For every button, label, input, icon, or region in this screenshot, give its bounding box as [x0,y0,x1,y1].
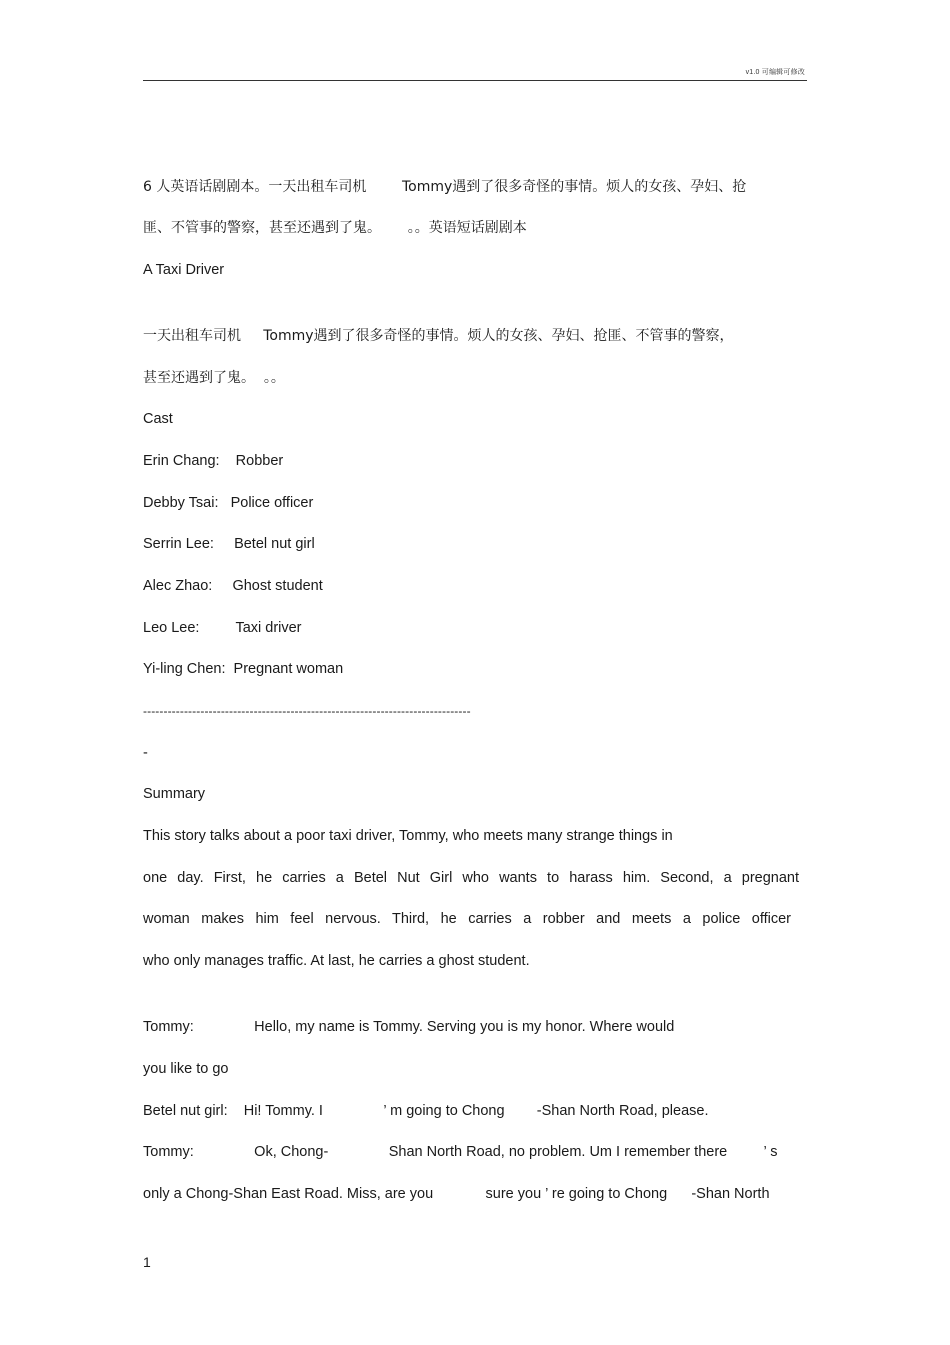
intro-line-2: 匪、不管事的警察，甚至还遇到了鬼。 。。英语短话剧剧本 [143,220,527,236]
dialogue-line: only a Chong-Shan East Road. Miss, are you sure you ’ re going to Chong -Shan North [143,1186,770,1202]
cast-member: Alec Zhao: Ghost student [143,578,323,594]
cast-member: Leo Lee: Taxi driver [143,620,302,636]
dialogue-line: Tommy: Hello, my name is Tommy. Serving you is my honor. Where would [143,1019,675,1035]
summary-line: one day. First, he carries a Betel Nut Girl who wants to harass him. Second, a pregnant [143,870,799,886]
play-title: A Taxi Driver [143,262,225,278]
cast-member: Debby Tsai: Police officer [143,495,314,511]
cast-member: Serrin Lee: Betel nut girl [143,536,315,552]
page-number: 1 [143,1254,151,1270]
intro-line-4: 甚至还遇到了鬼。 。。 [143,370,285,386]
summary-line: This story talks about a poor taxi driver, Tommy, who meets many strange things in [143,828,673,844]
cast-member: Erin Chang: Robber [143,453,284,469]
header-rule [143,80,807,81]
summary-line: woman makes him feel nervous. Third, he carries a robber and meets a police officer [143,911,791,927]
cast-member: Yi-ling Chen: Pregnant woman [143,661,344,677]
summary-heading: Summary [143,786,206,802]
summary-line: who only manages traffic. At last, he carries a ghost student. [143,953,530,969]
page-header-note: v1.0 可编辑可修改 [745,69,805,76]
intro-line-3: 一天出租车司机 Tommy遇到了很多奇怪的事情。烦人的女孩、孕妇、抢匪、不管事的警察， [143,328,734,344]
dashed-divider: -------------------------------------------------------------------------------- [143,704,471,718]
dialogue-line: Tommy: Ok, Chong- Shan North Road, no problem. Um I remember there ’ s [143,1144,778,1160]
intro-line-1: 6 人英语话剧剧本。一天出租车司机 Tommy遇到了很多奇怪的事情。烦人的女孩、孕妇、抢 [143,179,747,195]
dashed-divider-tail: - [143,745,148,761]
dialogue-line: Betel nut girl: Hi! Tommy. I ’ m going to Chong -Shan North Road, please. [143,1103,709,1119]
cast-heading: Cast [143,411,173,427]
dialogue-line: you like to go [143,1061,229,1077]
